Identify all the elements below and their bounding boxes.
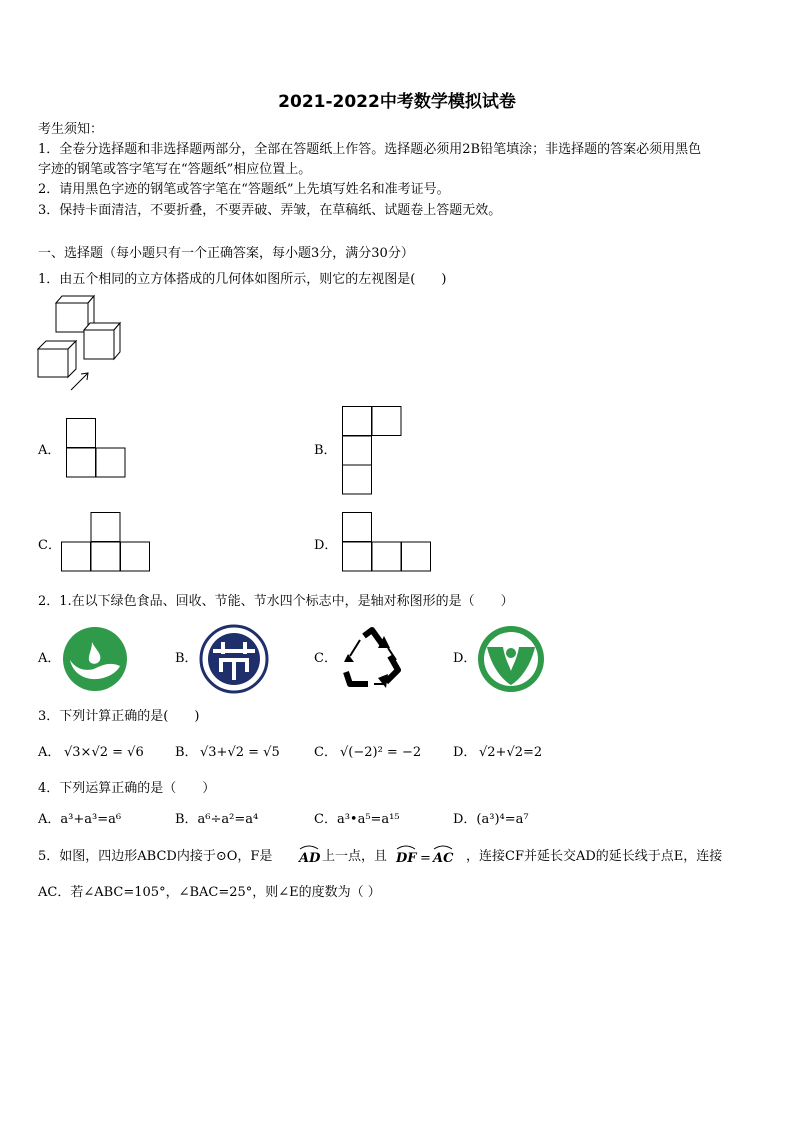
arc-equation-symbol — [394, 843, 462, 865]
notice-item-3: 3．保持卡面清洁，不要折叠，不要弄破、弄皱，在草稿纸、试题卷上答题无效。 — [38, 203, 502, 218]
question-3-stem: 3．下列计算正确的是( ) — [38, 709, 200, 724]
notice-heading: 考生须知： — [38, 122, 104, 137]
green-food-logo-icon — [62, 626, 128, 692]
q4-option-d: D．(a³)⁴=a⁷ — [453, 812, 529, 827]
q4-option-a: A．a³+a³=a⁶ — [38, 812, 122, 827]
question-5-line-1-part-3: ，连接CF并延长交AD的延长线于点E，连接 — [466, 849, 723, 864]
arc-ad-symbol — [297, 843, 321, 865]
energy-saving-logo-icon — [199, 624, 269, 694]
q3-option-d-label: D． — [453, 745, 477, 760]
svg-text:AD: AD — [299, 851, 321, 866]
q3-option-b: √3+√2 = √5 — [200, 745, 280, 760]
notice-item-1-cont: 字迹的钢笔或答字笔写在“答题纸”相应位置上。 — [38, 162, 312, 177]
q3-option-d: √2+√2=2 — [479, 745, 543, 760]
q3-option-a: √3×√2 = √6 — [64, 745, 144, 760]
water-saving-logo-icon — [477, 625, 545, 693]
q2-option-a-label: A． — [38, 651, 61, 666]
question-5-line-1-part-1: 5．如图，四边形ABCD内接于⊙O，F是 — [38, 849, 273, 864]
q3-option-a-label: A． — [38, 745, 61, 760]
cube-solid-figure — [36, 295, 126, 395]
q1-option-b-figure — [342, 406, 404, 496]
page-title: 2021-2022中考数学模拟试卷 — [278, 92, 516, 112]
q1-option-d-figure — [342, 512, 434, 574]
question-4-stem: 4．下列运算正确的是（ ） — [38, 781, 216, 796]
question-5-line-2: AC．若∠ABC=105°，∠BAC=25°，则∠E的度数为（ ） — [38, 885, 381, 900]
question-1-stem: 1．由五个相同的立方体搭成的几何体如图所示，则它的左视图是( ) — [38, 272, 447, 287]
section-heading: 一、选择题（每小题只有一个正确答案，每小题3分，满分30分） — [38, 246, 414, 261]
q1-option-d-label: D． — [314, 538, 338, 553]
q1-option-c-label: C． — [38, 538, 61, 553]
svg-text:DF: DF — [396, 851, 417, 866]
q3-option-b-label: B． — [175, 745, 198, 760]
question-2-stem: 2．1.在以下绿色食品、回收、节能、节水四个标志中，是轴对称图形的是（ ） — [38, 594, 514, 609]
q1-option-a-figure — [66, 418, 128, 480]
q2-option-d-label: D． — [453, 651, 477, 666]
q1-option-c-figure — [61, 512, 153, 574]
q3-option-c: √(−2)² = −2 — [340, 745, 422, 760]
notice-item-2: 2．请用黑色字迹的钢笔或答字笔在“答题纸”上先填写姓名和准考证号。 — [38, 182, 450, 197]
q2-option-c-label: C． — [314, 651, 337, 666]
recycle-logo-icon — [340, 626, 406, 690]
q4-option-b: B．a⁶÷a²=a⁴ — [175, 812, 259, 827]
question-5-line-1-part-2: 上一点，且 — [322, 849, 388, 864]
q1-option-b-label: B． — [314, 443, 337, 458]
notice-item-1: 1．全卷分选择题和非选择题两部分，全部在答题纸上作答。选择题必须用2B铅笔填涂；非选择题的答案必须用黑色 — [38, 142, 702, 157]
svg-text:AC: AC — [433, 851, 454, 866]
q3-option-c-label: C． — [314, 745, 337, 760]
q4-option-c: C．a³•a⁵=a¹⁵ — [314, 812, 400, 827]
q1-option-a-label: A． — [38, 443, 61, 458]
svg-text:=: = — [420, 851, 431, 866]
q2-option-b-label: B． — [175, 651, 198, 666]
